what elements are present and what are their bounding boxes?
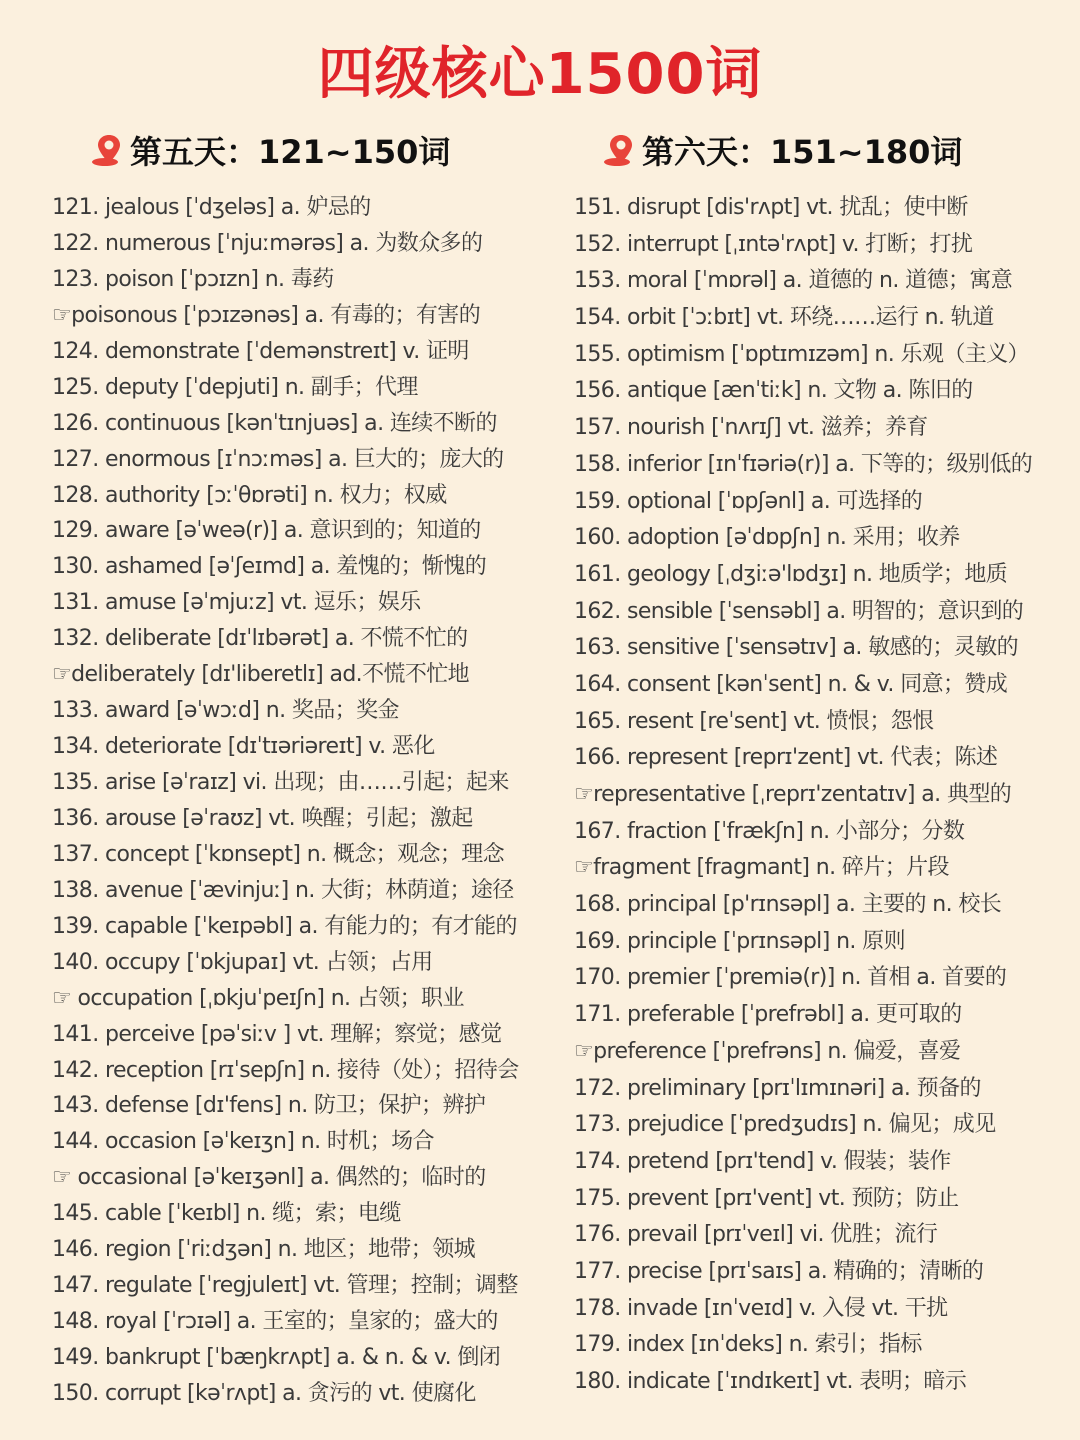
- word-entry: 154. orbit [ˈɔːbɪt] vt. 环绕……运行 n. 轨道: [574, 305, 994, 331]
- word-entry: 127. enormous [ɪˈnɔːməs] a. 巨大的；庞大的: [52, 446, 504, 472]
- word-entry: 129. aware [əˈweə(r)] a. 意识到的；知道的: [52, 518, 481, 544]
- word-entry: 136. arouse [əˈraʊz] vt. 唤醒；引起；激起: [52, 805, 473, 831]
- word-entry: 168. principal [p'rɪnsəpl] a. 主要的 n. 校长: [574, 892, 1002, 918]
- word-entry: 162. sensible [ˈsensəbl] a. 明智的；意识到的: [574, 598, 1024, 624]
- word-entry: 157. nourish [ˈnʌrɪʃ] vt. 滋养；养育: [574, 415, 928, 441]
- word-entry: 171. preferable [ˈprefrəbl] a. 更可取的: [574, 1002, 962, 1028]
- word-entry: 179. index [ɪnˈdeks] n. 索引；指标: [574, 1332, 922, 1358]
- word-entry: ☞deliberately [dɪ'liberetlɪ] ad.不慌不忙地: [52, 662, 470, 688]
- word-entry: 141. perceive [pəˈsiːv ] vt. 理解；察觉；感觉: [52, 1021, 502, 1047]
- word-entry: 156. antique [ænˈtiːk] n. 文物 a. 陈旧的: [574, 378, 973, 404]
- word-entry: 143. defense [dɪ'fens] n. 防卫；保护；辨护: [52, 1093, 486, 1119]
- word-entry: 132. deliberate [dɪˈlɪbərət] a. 不慌不忙的: [52, 626, 468, 652]
- word-entry: 148. royal [ˈrɔɪəl] a. 王室的；皇家的；盛大的: [52, 1309, 498, 1335]
- word-entry: 169. principle [ˈprɪnsəpl] n. 原则: [574, 928, 905, 954]
- word-entry: 151. disrupt [dis'rʌpt] vt. 扰乱；使中断: [574, 195, 968, 220]
- word-entry: 130. ashamed [əˈʃeɪmd] a. 羞愧的；惭愧的: [52, 554, 487, 580]
- word-entry: 142. reception [rɪˈsepʃn] n. 接待（处）；招待会: [52, 1057, 519, 1083]
- day-five-column: [52, 128, 552, 1412]
- word-entry: 178. invade [ɪnˈveɪd] v. 入侵 vt. 干扰: [574, 1295, 948, 1321]
- word-entry: 170. premier [ˈpremiə(r)] n. 首相 a. 首要的: [574, 965, 1007, 991]
- word-entry: 176. prevail [prɪˈveɪl] vi. 优胜；流行: [574, 1222, 938, 1248]
- word-entry: 122. numerous [ˈnjuːmərəs] a. 为数众多的: [52, 230, 483, 256]
- word-entry: 150. corrupt [kəˈrʌpt] a. 贪污的 vt. 使腐化: [52, 1380, 476, 1406]
- day-six-column: [574, 128, 1074, 1401]
- map-pin-icon: [602, 132, 638, 168]
- word-entry: ☞representative [ˌreprɪ'zentatɪv] a. 典型的: [574, 782, 1012, 807]
- day-six-heading-text: 第六天：151~180词: [642, 133, 963, 171]
- day-six-word-list: [574, 190, 1074, 1401]
- word-entry: 175. prevent [prɪ'vent] vt. 预防；防止: [574, 1185, 959, 1211]
- page-title: 四级核心1500词: [317, 42, 763, 107]
- word-entry: 159. optional [ˈɒpʃənl] a. 可选择的: [574, 488, 923, 514]
- word-entry: 160. adoption [əˈdɒpʃn] n. 采用；收养: [574, 525, 960, 551]
- word-entry: 153. moral [ˈmɒrəl] a. 道德的 n. 道德；寓意: [574, 268, 1013, 294]
- word-entry: 164. consent [kənˈsent] n. & v. 同意；赞成: [574, 671, 1008, 697]
- word-entry: 145. cable [ˈkeɪbl] n. 缆；索；电缆: [52, 1201, 401, 1227]
- word-entry: 133. award [əˈwɔːd] n. 奖品；奖金: [52, 698, 399, 724]
- word-entry: 131. amuse [əˈmjuːz] vt. 逗乐；娱乐: [52, 590, 421, 616]
- word-entry: 158. inferior [ɪnˈfɪəriə(r)] a. 下等的；级别低的: [574, 451, 1033, 477]
- day-five-heading-text: 第五天：121~150词: [130, 133, 451, 171]
- word-entry: 144. occasion [əˈkeɪʒn] n. 时机；场合: [52, 1129, 434, 1155]
- day-five-heading: [90, 128, 552, 172]
- word-entry: 165. resent [reˈsent] vt. 愤恨；怨恨: [574, 708, 934, 734]
- word-entry: 173. prejudice [ˈpredʒudɪs] n. 偏见；成见: [574, 1112, 996, 1138]
- word-entry: 121. jealous [ˈdʒeləs] a. 妒忌的: [52, 195, 371, 220]
- day-six-heading: [602, 128, 1074, 172]
- word-entry: 128. authority [ɔːˈθɒrəti] n. 权力；权威: [52, 482, 447, 508]
- word-entry: ☞ occupation [ˌɒkjuˈpeɪʃn] n. 占领；职业: [52, 985, 464, 1011]
- word-entry: 137. concept [ˈkɒnsept] n. 概念；观念；理念: [52, 841, 505, 867]
- word-entry: 149. bankrupt [ˈbæŋkrʌpt] a. & n. & v. 倒闭: [52, 1345, 501, 1370]
- word-entry: ☞fragment [fragmant] n. 碎片；片段: [574, 855, 949, 881]
- word-entry: 180. indicate [ˈɪndɪkeɪt] vt. 表明；暗示: [574, 1369, 967, 1394]
- word-entry: 124. demonstrate [ˈdemənstreɪt] v. 证明: [52, 338, 469, 364]
- word-entry: 152. interrupt [ˌɪntəˈrʌpt] v. 打断；打扰: [574, 231, 973, 257]
- word-entry: ☞preference [ˈprefrəns] n. 偏爱，喜爱: [574, 1038, 961, 1064]
- word-entry: 163. sensitive [ˈsensətɪv] a. 敏感的；灵敏的: [574, 635, 1019, 661]
- word-entry: 174. pretend [prɪ'tend] v. 假装；装作: [574, 1148, 951, 1174]
- word-entry: 125. deputy [ˈdepjuti] n. 副手；代理: [52, 374, 418, 400]
- word-entry: 134. deteriorate [dɪˈtɪəriəreɪt] v. 恶化: [52, 734, 435, 760]
- map-pin-icon: [90, 132, 126, 168]
- word-entry: 138. avenue [ˈævinjuː] n. 大街；林荫道；途径: [52, 877, 514, 903]
- word-entry: 135. arise [əˈraɪz] vi. 出现；由……引起；起来: [52, 770, 509, 795]
- word-entry: 177. precise [prɪˈsaɪs] a. 精确的；清晰的: [574, 1258, 984, 1284]
- word-entry: 166. represent [reprɪ'zent] vt. 代表；陈述: [574, 745, 998, 771]
- word-entry: ☞poisonous [ˈpɔɪzənəs] a. 有毒的；有害的: [52, 302, 481, 328]
- word-entry: 126. continuous [kənˈtɪnjuəs] a. 连续不断的: [52, 410, 497, 436]
- day-five-word-list: [52, 190, 552, 1412]
- word-entry: 139. capable [ˈkeɪpəbl] a. 有能力的；有才能的: [52, 913, 517, 939]
- word-entry: 146. region [ˈriːdʒən] n. 地区；地带；领城: [52, 1237, 476, 1263]
- word-entry: 123. poison [ˈpɔɪzn] n. 毒药: [52, 266, 334, 292]
- word-entry: 155. optimism [ˈɒptɪmɪzəm] n. 乐观（主义）: [574, 341, 1029, 367]
- word-entry: ☞ occasional [əˈkeɪʒənl] a. 偶然的；临时的: [52, 1165, 486, 1191]
- word-entry: 167. fraction [ˈfrækʃn] n. 小部分；分数: [574, 818, 965, 844]
- word-entry: 161. geology [ˌdʒiːə'lɒdʒɪ] n. 地质学；地质: [574, 561, 1008, 587]
- word-entry: 140. occupy [ˈɒkjupaɪ] vt. 占领；占用: [52, 949, 433, 975]
- word-entry: 147. regulate [ˈregjuleɪt] vt. 管理；控制；调整: [52, 1273, 518, 1299]
- word-entry: 172. preliminary [prɪˈlɪmɪnəri] a. 预备的: [574, 1075, 981, 1101]
